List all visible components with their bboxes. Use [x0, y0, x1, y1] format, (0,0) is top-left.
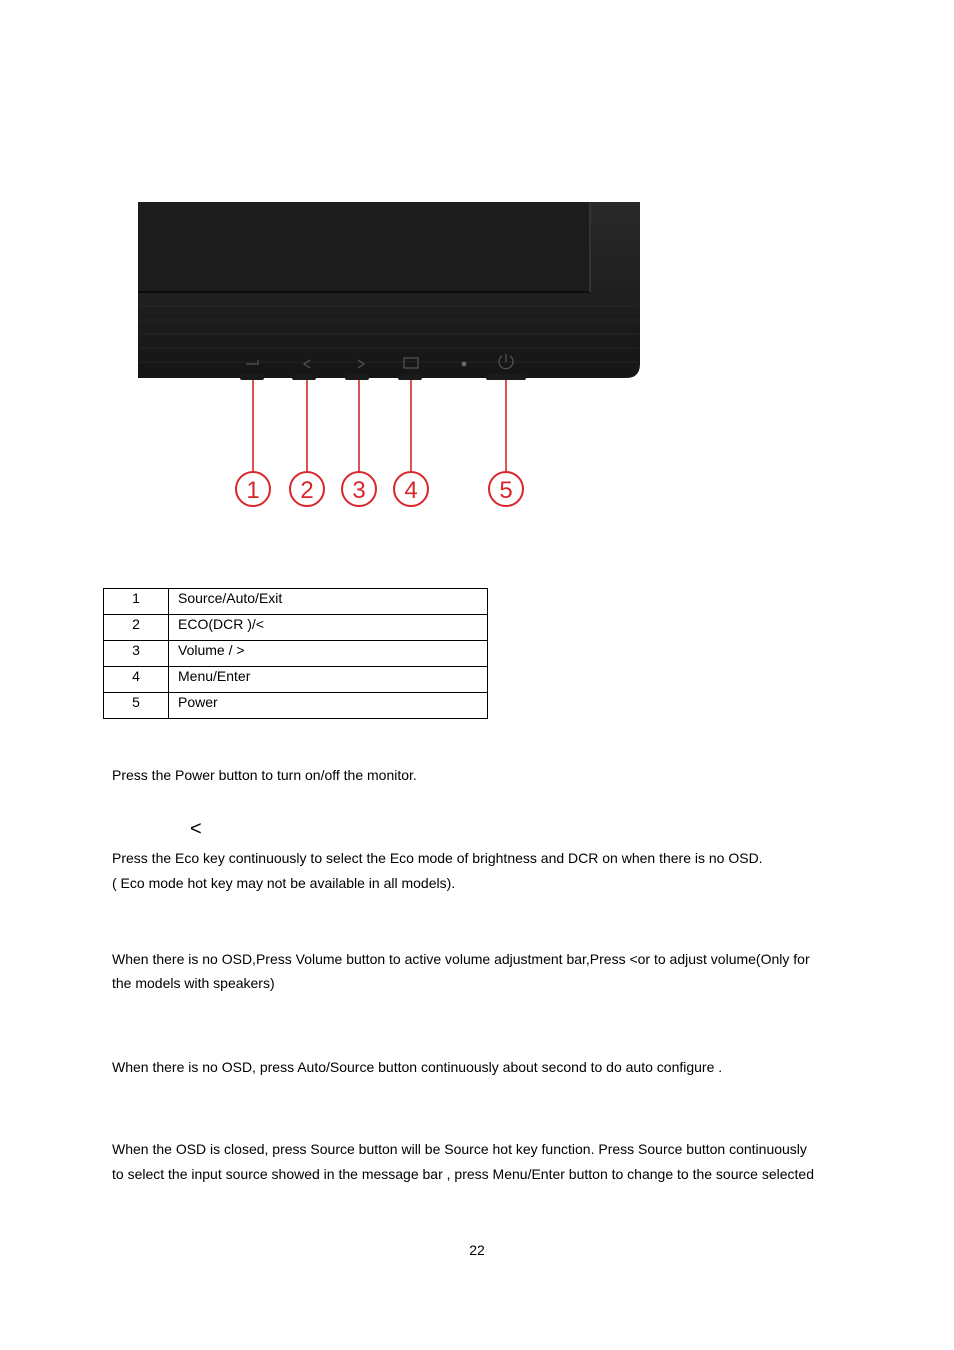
callout-5: 5 — [499, 477, 513, 504]
source-description-line1: When the OSD is closed, press Source button will be Source hot key function. Press Source button continuously — [112, 1141, 807, 1157]
source-description-line2: to select the input source showed in the message bar , press Menu/Enter button to change to the source selected — [112, 1166, 814, 1182]
table-row — [104, 641, 488, 667]
callout-2: 2 — [300, 477, 314, 504]
power-led-icon — [462, 362, 467, 367]
page-number: 22 — [469, 1242, 485, 1258]
key-number: 1 — [104, 589, 169, 615]
key-number: 5 — [104, 693, 169, 719]
key-name: ECO(DCR )/< — [169, 615, 488, 641]
callout-3: 3 — [352, 477, 366, 504]
eco-description-line2: ( Eco mode hot key may not be available in all models). — [112, 875, 456, 891]
key-name: Power — [169, 693, 488, 719]
power-description: Press the Power button to turn on/off the monitor. — [112, 767, 417, 783]
eco-left-arrow-icon: < — [190, 818, 202, 840]
table-row — [104, 693, 488, 719]
volume-description-line1: When there is no OSD,Press Volume button to active volume adjustment bar,Press <or to adjust volume(Only for — [112, 951, 810, 967]
volume-description-line2: the models with speakers) — [112, 975, 275, 991]
auto-description: When there is no OSD, press Auto/Source button continuously about second to do auto configure . — [112, 1059, 723, 1075]
monitor-buttons-figure — [130, 196, 650, 516]
key-name: Menu/Enter — [169, 667, 488, 693]
callout-4: 4 — [404, 477, 418, 504]
key-table — [103, 588, 488, 719]
key-number: 3 — [104, 641, 169, 667]
eco-description-line1: Press the Eco key continuously to select the Eco mode of brightness and DCR on when there is no OSD. — [112, 850, 763, 866]
monitor-screen — [138, 202, 590, 292]
table-row — [104, 615, 488, 641]
key-name: Volume / > — [169, 641, 488, 667]
table-row — [104, 589, 488, 615]
callout-1: 1 — [246, 477, 260, 504]
table-row — [104, 667, 488, 693]
key-name: Source/Auto/Exit — [169, 589, 488, 615]
key-number: 4 — [104, 667, 169, 693]
key-number: 2 — [104, 615, 169, 641]
